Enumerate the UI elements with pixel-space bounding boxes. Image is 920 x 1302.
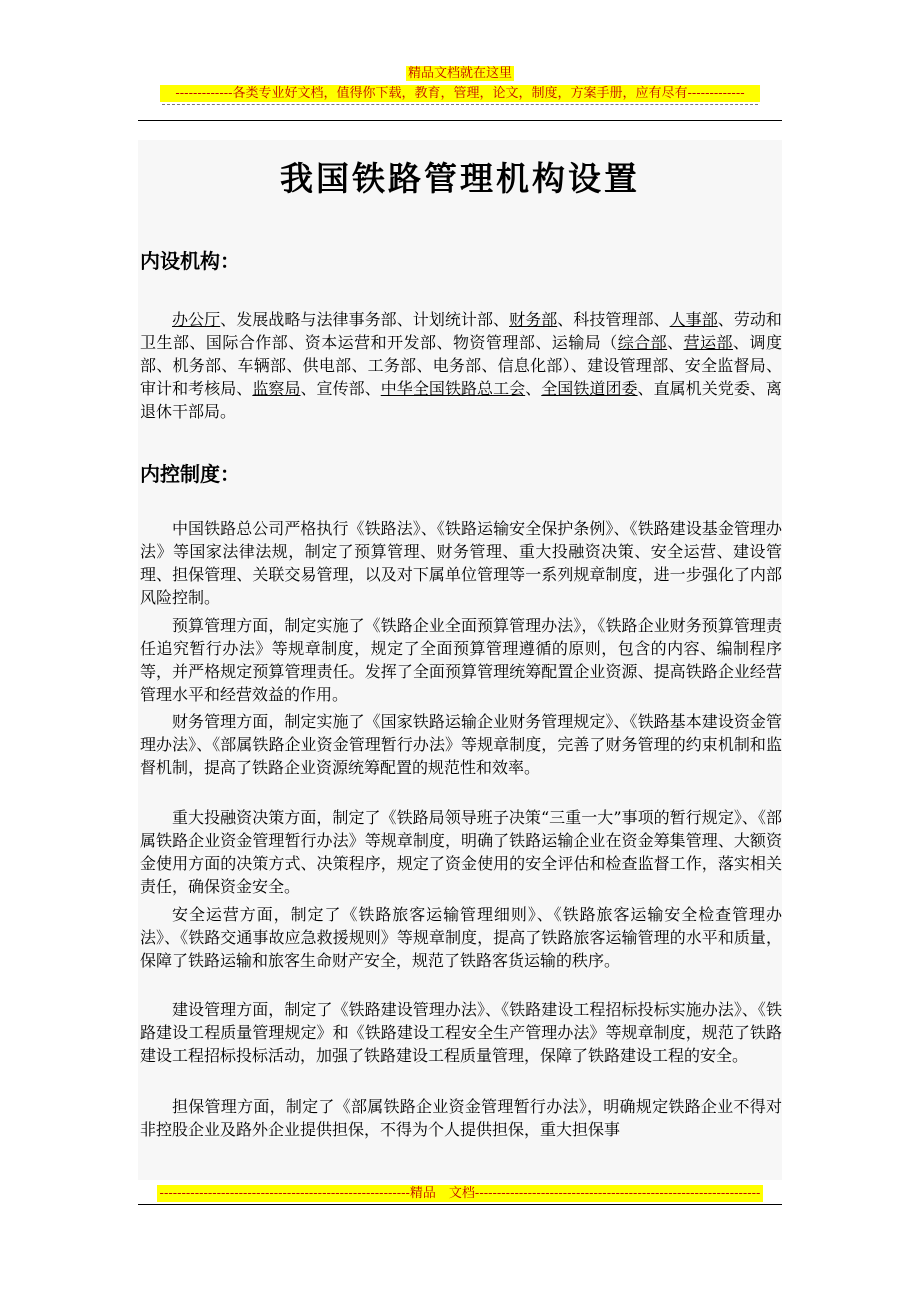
control-paragraph-budget: 预算管理方面，制定实施了《铁路企业全面预算管理办法》，《铁路企业财务预算管理责任追究暂行办法》等规章制度，规定了全面预算管理遵循的原则，包含的内容、编制程序等，并严格规定预算管理责任。发挥了全面预算管理统筹配置企业资源、提高铁路企业经营管理水平和经营效益的作用。 [140, 616, 782, 704]
org-list-text: 、发展战略与法律事务部、计划统计部、 [220, 310, 510, 329]
org-list-text: 、调度部、机务部、车辆部、供电部、工务部、电务部、信息化部）、建设管理部、安全监督局、审计和考核局、 [140, 333, 782, 398]
document-title: 我国铁路管理机构设置 [280, 159, 640, 198]
org-name-link[interactable]: 财务部 [509, 310, 558, 329]
org-list-text: 、直属机关党委、离退休干部局。 [140, 379, 782, 421]
section-heading-internal-control: 内控制度： [140, 462, 240, 486]
org-name-link[interactable]: 营运部 [683, 333, 734, 352]
org-name-link[interactable]: 人事部 [669, 310, 718, 329]
control-paragraph-finance: 财务管理方面，制定实施了《国家铁路运输企业财务管理规定》、《铁路基本建设资金管理办法》、《部属铁路企业资金管理暂行办法》等规章制度，完善了财务管理的约束机制和监督机制，提高了铁路企业资源统筹配置的规范性和效率。 [140, 712, 782, 777]
org-list-text: 、宣传部、 [300, 379, 381, 398]
org-name-link[interactable]: 综合部 [617, 333, 668, 352]
org-name-link[interactable]: 全国铁道团委 [541, 379, 638, 398]
header-top-label: 精品文档就在这里 [407, 66, 512, 81]
org-name-link[interactable]: 监察局 [252, 379, 301, 398]
control-paragraph-safety: 安全运营方面，制定了《铁路旅客运输管理细则》、《铁路旅客运输安全检查管理办法》、《铁路交通事故应急救援规则》等规章制度，提高了铁路旅客运输管理的水平和质量，保障了铁路运输和旅客生命财产安全，规范了铁路客货运输的秩序。 [140, 905, 782, 970]
control-paragraph-guarantee: 担保管理方面，制定了《部属铁路企业资金管理暂行办法》，明确规定铁路企业不得对非控股企业及路外企业提供担保，不得为个人提供担保，重大担保事 [140, 1097, 782, 1139]
section-heading-departments: 内设机构： [140, 249, 240, 273]
org-list-text: 、劳动和卫生部、国际合作部、资本运营和开发部、物资管理部、运输局（ [140, 310, 782, 352]
footer-banner: ---------------------------------------------------------精品 文档----------------------------------------------------------------- [157, 1185, 763, 1202]
org-name-link[interactable]: 办公厅 [172, 310, 221, 329]
org-list-text: 、科技管理部、 [557, 310, 670, 329]
control-paragraph-construction: 建设管理方面，制定了《铁路建设管理办法》、《铁路建设工程招标投标实施办法》、《铁路建设工程质量管理规定》和《铁路建设工程安全生产管理办法》等规章制度，规范了铁路建设工程招标投标活动，加强了铁路建设工程质量管理，保障了铁路建设工程的安全。 [140, 1000, 782, 1065]
header-banner: -------------各类专业好文档，值得你下载，教育，管理，论文，制度，方案手册，应有尽有------------- [160, 85, 760, 102]
control-paragraph-investment: 重大投融资决策方面，制定了《铁路局领导班子决策“三重一大”事项的暂行规定》、《部属铁路企业资金管理暂行办法》等规章制度，明确了铁路运输企业在资金筹集管理、大额资金使用方面的决策方式、决策程序，规定了资金使用的安全评估和检查监督工作，落实相关责任，确保资金安全。 [140, 808, 782, 896]
org-list-text: 、 [525, 379, 542, 398]
header-divider [138, 120, 782, 121]
footer-divider [138, 1204, 782, 1205]
departments-paragraph [140, 308, 782, 423]
control-paragraph: 中国铁路总公司严格执行《铁路法》、《铁路运输安全保护条例》、《铁路建设基金管理办法》等国家法律法规，制定了预算管理、财务管理、重大投融资决策、安全运营、建设管理、担保管理、关联交易管理，以及对下属单位管理等一系列规章制度，进一步强化了内部风险控制。 [140, 519, 782, 607]
header-dashed-divider [162, 104, 758, 115]
org-list-text: 、 [667, 333, 684, 352]
org-name-link[interactable]: 中华全国铁路总工会 [380, 379, 526, 398]
